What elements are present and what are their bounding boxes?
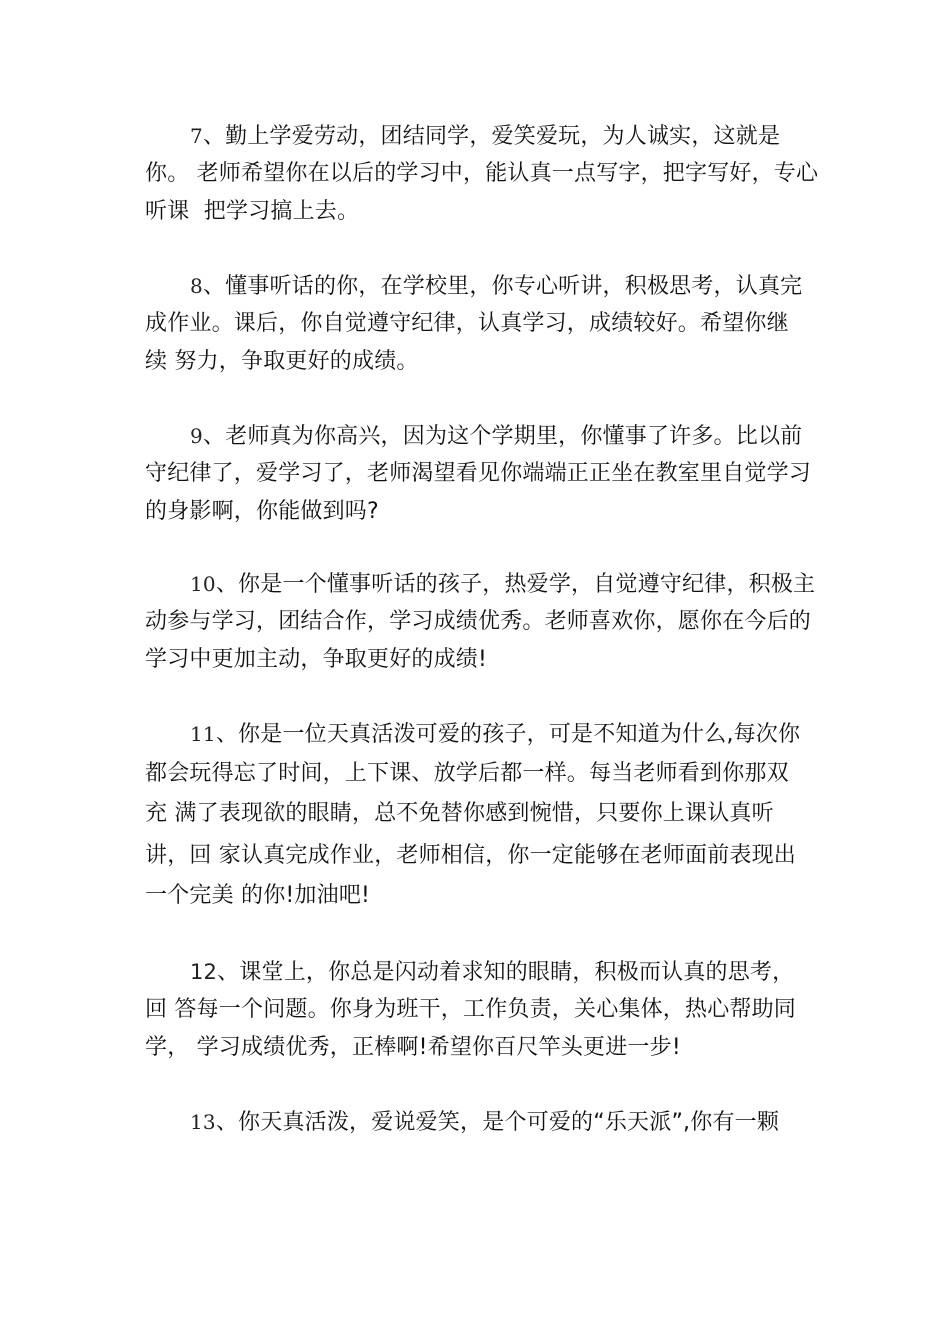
paragraph-number: 11 [190, 722, 216, 746]
paragraph-line: 续 努力，争取更好的成绩。 [145, 349, 419, 374]
paragraph-line: 充 满了表现欲的眼睛，总不免替你感到惋惜，只要你上课认真听 [145, 801, 774, 826]
paragraph-line [190, 123, 780, 150]
paragraph-text: 、你是一位天真活泼可爱的孩子，可是不知道为什么,每次你 [215, 722, 801, 747]
paragraph-line: 动参与学习，团结合作，学习成绩优秀。老师喜欢你，愿你在今后的 [145, 609, 812, 634]
paragraph-line: 学， 学习成绩优秀，正棒啊!希望你百尺竿头更进一步! [145, 1035, 681, 1060]
paragraph-number: 12 [190, 960, 218, 984]
paragraph-line: 成作业。课后，你自觉遵守纪律，认真学习，成绩较好。希望你继 [145, 311, 789, 336]
paragraph-line: 守纪律了，爱学习了，老师渴望看见你端端正正坐在教室里自觉学习 [145, 461, 812, 486]
paragraph-number: 9 [190, 424, 203, 448]
paragraph-text: 、勤上学爱劳动，团结同学，爱笑爱玩，为人诚实，这就是 [202, 124, 781, 149]
paragraph-line [190, 423, 802, 450]
paragraph-line: 回 答每一个问题。你身为班干，工作负责，关心集体，热心帮助同 [145, 997, 796, 1022]
paragraph-line [190, 273, 802, 300]
paragraph-line [190, 721, 800, 748]
paragraph-text: 、你是一个懂事听话的孩子，热爱学，自觉遵守纪律，积极主 [215, 572, 816, 597]
paragraph-number: 13 [190, 1110, 216, 1134]
paragraph-line [190, 1109, 779, 1136]
paragraph-number: 10 [190, 572, 216, 596]
paragraph-line: 的身影啊，你能做到吗? [145, 499, 379, 524]
paragraph-line [190, 571, 815, 598]
paragraph-number: 7 [190, 124, 203, 148]
paragraph-text: 、你天真活泼，爱说爱笑，是个可爱的“乐天派”,你有一颗 [215, 1110, 780, 1135]
paragraph-line: 听课 把学习搞上去。 [145, 199, 360, 224]
paragraph-text: 、老师真为你高兴，因为这个学期里，你懂事了许多。比以前 [202, 424, 803, 449]
paragraph-line: 学习中更加主动，争取更好的成绩! [145, 647, 488, 672]
paragraph-line [190, 959, 794, 986]
paragraph-text: 、懂事听话的你，在学校里，你专心听讲，积极思考，认真完 [202, 274, 803, 299]
paragraph-number: 8 [190, 274, 203, 298]
paragraph-line: 一个完美 的你!加油吧! [145, 883, 371, 908]
paragraph-line: 都会玩得忘了时间，上下课、放学后都一样。每当老师看到你那双 [145, 761, 789, 786]
paragraph-text: 、课堂上，你总是闪动着求知的眼睛，积极而认真的思考， [217, 960, 795, 985]
paragraph-line: 你。 老师希望你在以后的学习中，能认真一点写字，把字写好，专心 [145, 161, 819, 186]
paragraph-line: 讲，回 家认真完成作业，老师相信，你一定能够在老师面前表现出 [145, 843, 796, 868]
